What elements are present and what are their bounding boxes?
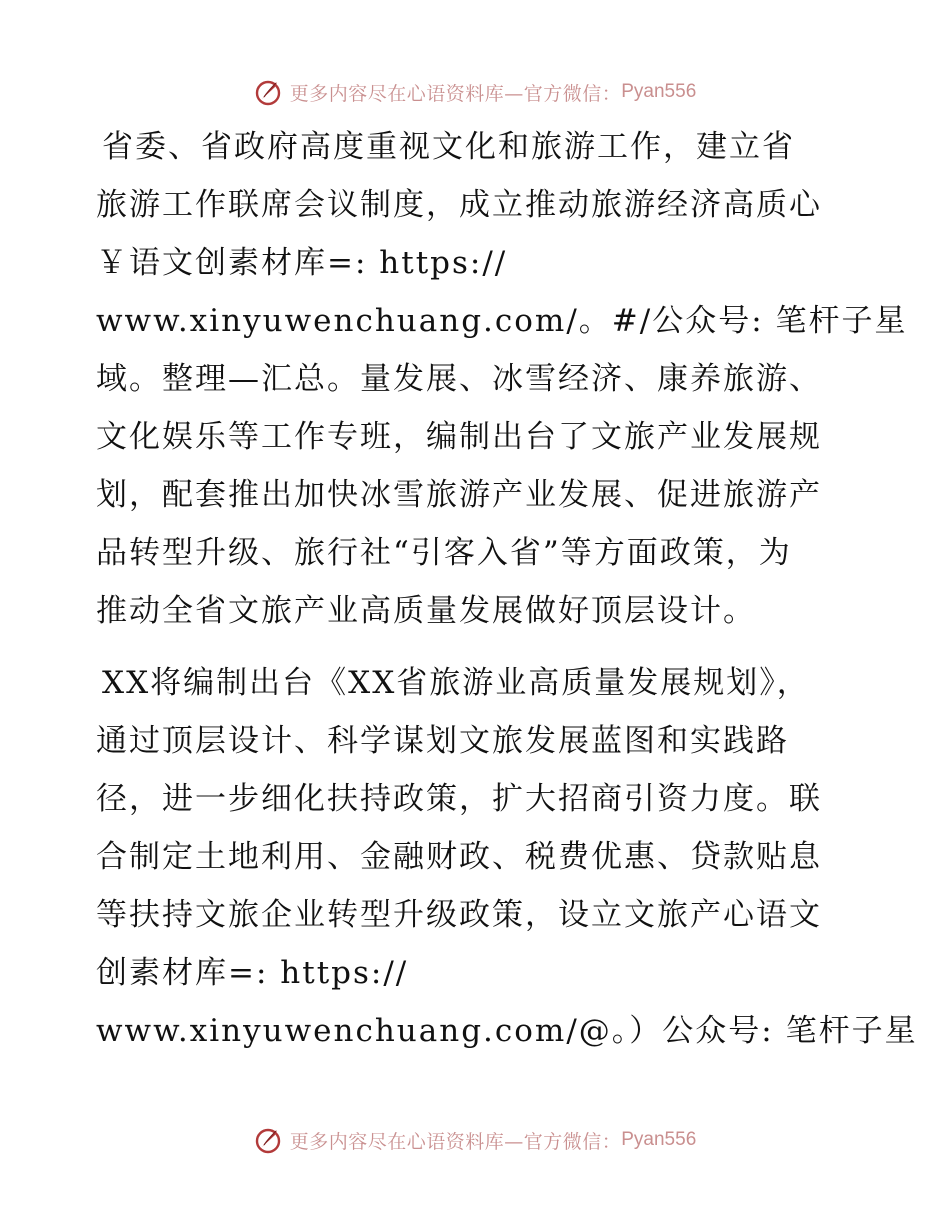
document-body xyxy=(96,118,918,1060)
text-line: XX将编制出台《XX省旅游业高质量发展规划》， xyxy=(102,665,810,701)
header-banner-text: 更多内容尽在心语资料库—官方微信： xyxy=(289,82,622,105)
footer-banner xyxy=(0,1120,950,1160)
text-line: 文化娱乐等工作专班，编制出台了文旅产业发展规 xyxy=(96,419,822,455)
footer-banner-handle: Pyan556 xyxy=(621,1129,697,1150)
text-line: 划，配套推出加快冰雪旅游产业发展、促进旅游产 xyxy=(96,477,822,513)
text-line: 通过顶层设计、科学谋划文旅发展蓝图和实践路 xyxy=(96,723,789,759)
header-banner-handle: Pyan556 xyxy=(621,81,697,102)
quill-logo-icon xyxy=(254,77,284,107)
text-line: 径，进一步细化扶持政策，扩大招商引资力度。联 xyxy=(96,781,822,817)
paragraph-2 xyxy=(96,654,918,1060)
text-line: www.xinyuwenchuang.com/@。）公众号: 笔杆子星 xyxy=(96,1013,918,1049)
text-line: 域。整理—汇总。量发展、冰雪经济、康养旅游、 xyxy=(96,361,822,397)
text-line: 创素材库=: https:// xyxy=(96,955,409,991)
paragraph-1 xyxy=(96,118,908,640)
text-line: 旅游工作联席会议制度，成立推动旅游经济高质心 xyxy=(96,187,822,223)
footer-banner-text: 更多内容尽在心语资料库—官方微信： xyxy=(289,1130,622,1153)
text-line: 合制定土地利用、金融财政、税费优惠、贷款贴息 xyxy=(96,839,822,875)
quill-logo-icon xyxy=(254,1125,284,1155)
text-line: 推动全省文旅产业高质量发展做好顶层设计。 xyxy=(96,593,756,629)
text-line: ￥语文创素材库=: https:// xyxy=(96,245,508,281)
header-banner xyxy=(0,72,950,112)
text-line: 品转型升级、旅行社“引客入省”等方面政策，为 xyxy=(96,535,792,571)
text-line: 省委、省政府高度重视文化和旅游工作，建立省 xyxy=(102,129,795,165)
text-line: www.xinyuwenchuang.com/。#/公众号: 笔杆子星 xyxy=(96,303,908,339)
text-line: 等扶持文旅企业转型升级政策，设立文旅产心语文 xyxy=(96,897,822,933)
